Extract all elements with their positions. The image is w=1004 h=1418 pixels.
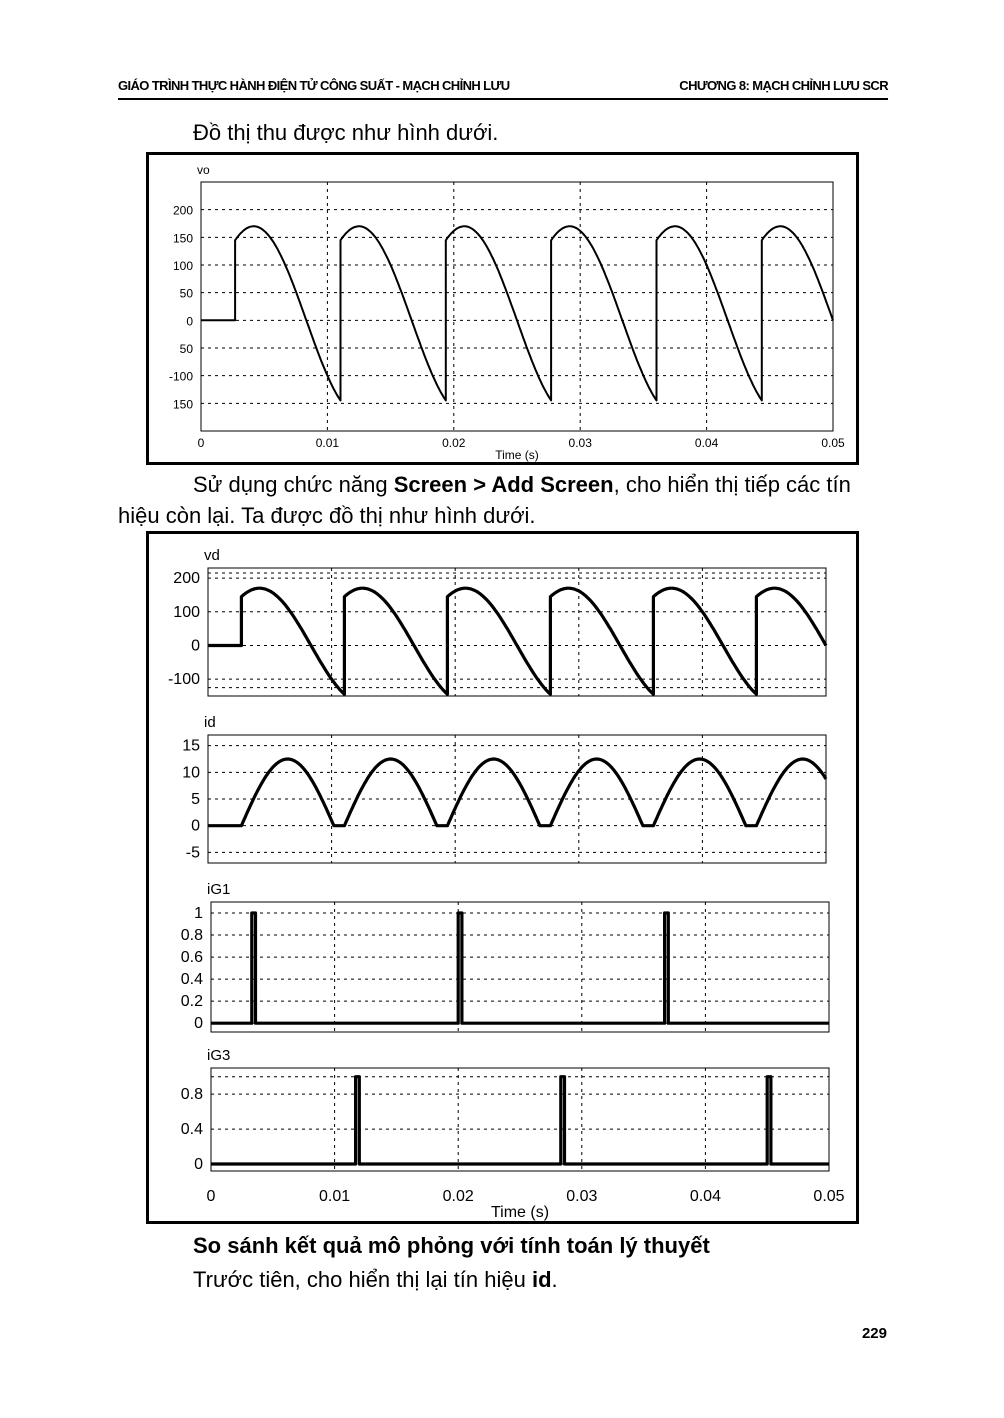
y-tick-label: 5 xyxy=(191,791,200,808)
x-tick-label: 0.02 xyxy=(442,436,466,450)
y-tick-label: -100 xyxy=(168,369,193,384)
plot-frame xyxy=(211,902,829,1032)
y-tick-label: 200 xyxy=(173,570,200,588)
x-tick-label: 0 xyxy=(197,436,205,450)
x-tick-label: 0.05 xyxy=(821,436,845,450)
section-heading: So sánh kết quả mô phỏng với tính toán lý thuyết xyxy=(193,1233,710,1258)
y-tick-label: 200 xyxy=(172,203,193,218)
x-tick-label: 0.01 xyxy=(319,1188,351,1205)
paragraph-2 xyxy=(118,469,888,531)
x-tick-label: 0.05 xyxy=(813,1188,845,1205)
page-number: 229 xyxy=(861,1325,887,1342)
paragraph-2-line-1 xyxy=(118,469,888,500)
header-right: CHƯƠNG 8: MẠCH CHỈNH LƯU SCR xyxy=(679,78,888,93)
y-tick-label: 0 xyxy=(194,1156,203,1174)
y-tick-label: 150 xyxy=(172,397,193,412)
x-axis-label: Time (s) xyxy=(495,448,539,462)
x-tick-label: 0.03 xyxy=(568,436,592,450)
intro-text: Đồ thị thu được như hình dưới. xyxy=(193,120,499,145)
series-name: iG1 xyxy=(207,881,231,898)
series-name: id xyxy=(204,714,216,731)
series-name: iG3 xyxy=(207,1047,231,1064)
y-tick-label: 0 xyxy=(186,314,193,329)
y-tick-label: 50 xyxy=(179,286,193,301)
y-tick-label: 100 xyxy=(173,603,200,621)
x-tick-label: 0 xyxy=(206,1188,216,1205)
x-axis-label: Time (s) xyxy=(490,1204,550,1221)
last-line xyxy=(193,1264,893,1295)
y-tick-label: 10 xyxy=(182,764,200,782)
y-tick-label: 150 xyxy=(172,231,193,246)
y-tick-label: 100 xyxy=(172,259,193,273)
last-line-text-1: Trước tiên, cho hiển thị lại tín hiệu xyxy=(193,1267,532,1292)
y-tick-label: 1 xyxy=(194,905,203,923)
y-tick-label: 0 xyxy=(194,1015,203,1033)
figure-2 xyxy=(146,531,859,1224)
last-line-bold: id xyxy=(531,1267,552,1292)
paragraph-2-text-2: , cho hiển thị tiếp các tín xyxy=(613,472,851,497)
y-tick-label: 0.4 xyxy=(180,1121,203,1139)
y-tick-label: 15 xyxy=(182,737,200,755)
y-tick-label: -5 xyxy=(185,844,200,862)
y-tick-label: 0 xyxy=(191,817,200,835)
y-tick-label: 0.4 xyxy=(180,971,203,989)
figure-1-plot xyxy=(149,155,856,462)
figure-2-plot xyxy=(149,534,856,1221)
x-tick-label: 0.02 xyxy=(442,1188,474,1205)
x-tick-label: 0.03 xyxy=(566,1188,598,1205)
y-tick-label: 0 xyxy=(191,637,200,655)
header-left: GIÁO TRÌNH THỰC HÀNH ĐIỆN TỬ CÔNG SUẤT - MẠCH CHỈNH LƯU xyxy=(118,78,510,93)
series-name: vo xyxy=(197,163,210,177)
series-name: vd xyxy=(204,547,220,564)
y-tick-label: -100 xyxy=(167,671,200,689)
figure-1 xyxy=(146,152,859,465)
menu-path-bold: Screen > Add Screen xyxy=(393,472,614,497)
x-tick-label: 0.04 xyxy=(689,1188,721,1205)
y-tick-label: 0.6 xyxy=(180,949,203,967)
last-line-text-2: . xyxy=(551,1267,558,1292)
paragraph-2-line-2: hiệu còn lại. Ta được đồ thị như hình dưới. xyxy=(118,503,536,528)
y-tick-label: 0.8 xyxy=(180,1086,203,1104)
x-tick-label: 0.04 xyxy=(694,436,719,450)
paragraph-2-text-1: Sử dụng chức năng xyxy=(193,472,394,497)
plot-frame xyxy=(211,1068,829,1171)
plot-frame xyxy=(201,182,833,431)
y-tick-label: 50 xyxy=(179,342,193,356)
y-tick-label: 0.2 xyxy=(180,993,203,1011)
x-tick-label: 0.01 xyxy=(315,436,340,450)
y-tick-label: 0.8 xyxy=(180,927,203,945)
header-rule xyxy=(118,98,888,100)
plot-frame xyxy=(208,568,826,696)
